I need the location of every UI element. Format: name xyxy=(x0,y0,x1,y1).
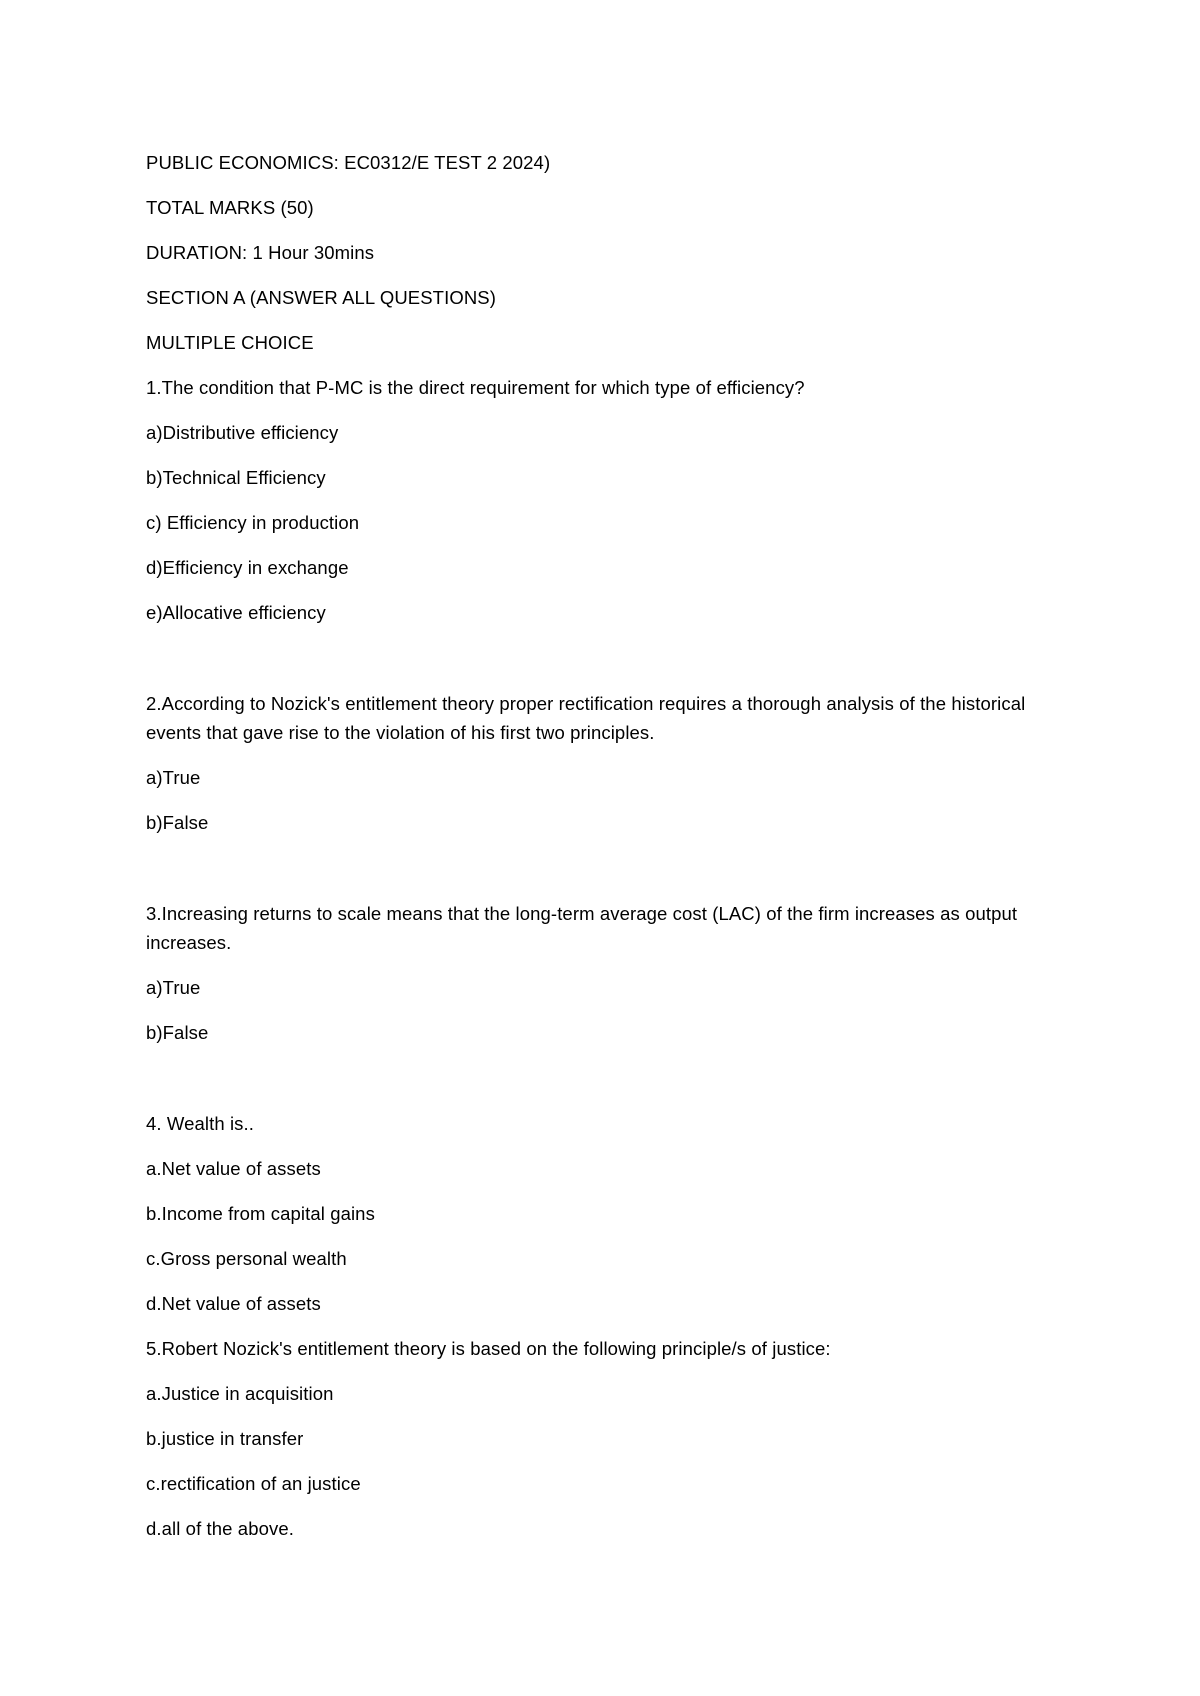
question-5-option-a: a.Justice in acquisition xyxy=(146,1383,334,1404)
question-3-option-a: a)True xyxy=(146,977,201,998)
question-1-text: 1.The condition that P-MC is the direct requirement for which type of efficiency? xyxy=(146,377,805,398)
duration: DURATION: 1 Hour 30mins xyxy=(146,242,375,263)
total-marks: TOTAL MARKS (50) xyxy=(146,197,314,218)
question-3-option-b: b)False xyxy=(146,1022,209,1043)
question-type: MULTIPLE CHOICE xyxy=(146,332,314,353)
spacer xyxy=(146,643,1046,689)
question-1-option-d: d)Efficiency in exchange xyxy=(146,557,349,578)
question-3-text: 3.Increasing returns to scale means that the long-term average cost (LAC) of the firm increases as output increases. xyxy=(146,903,1018,953)
question-5-option-c: c.rectification of an justice xyxy=(146,1473,361,1494)
question-4-option-d: d.Net value of assets xyxy=(146,1293,321,1314)
question-5-option-b: b.justice in transfer xyxy=(146,1428,304,1449)
question-5-option-d: d.all of the above. xyxy=(146,1518,294,1539)
exam-content xyxy=(146,148,1046,1559)
question-4-option-a: a.Net value of assets xyxy=(146,1158,321,1179)
spacer xyxy=(146,853,1046,899)
question-1-option-b: b)Technical Efficiency xyxy=(146,467,326,488)
question-2-option-b: b)False xyxy=(146,812,209,833)
question-4-option-c: c.Gross personal wealth xyxy=(146,1248,347,1269)
question-1-option-c: c) Efficiency in production xyxy=(146,512,360,533)
section-heading: SECTION A (ANSWER ALL QUESTIONS) xyxy=(146,287,496,308)
question-1-option-e: e)Allocative efficiency xyxy=(146,602,326,623)
question-4-text: 4. Wealth is.. xyxy=(146,1113,254,1134)
question-4-option-b: b.Income from capital gains xyxy=(146,1203,375,1224)
question-1-option-a: a)Distributive efficiency xyxy=(146,422,339,443)
spacer xyxy=(146,1063,1046,1109)
question-2-option-a: a)True xyxy=(146,767,201,788)
question-2-text: 2.According to Nozick's entitlement theory proper rectification requires a thorough analysis of the historical events that gave rise to the violation of his first two principles. xyxy=(146,693,1026,743)
question-5-text: 5.Robert Nozick's entitlement theory is based on the following principle/s of justice: xyxy=(146,1338,831,1359)
exam-title: PUBLIC ECONOMICS: EC0312/E TEST 2 2024) xyxy=(146,152,551,173)
